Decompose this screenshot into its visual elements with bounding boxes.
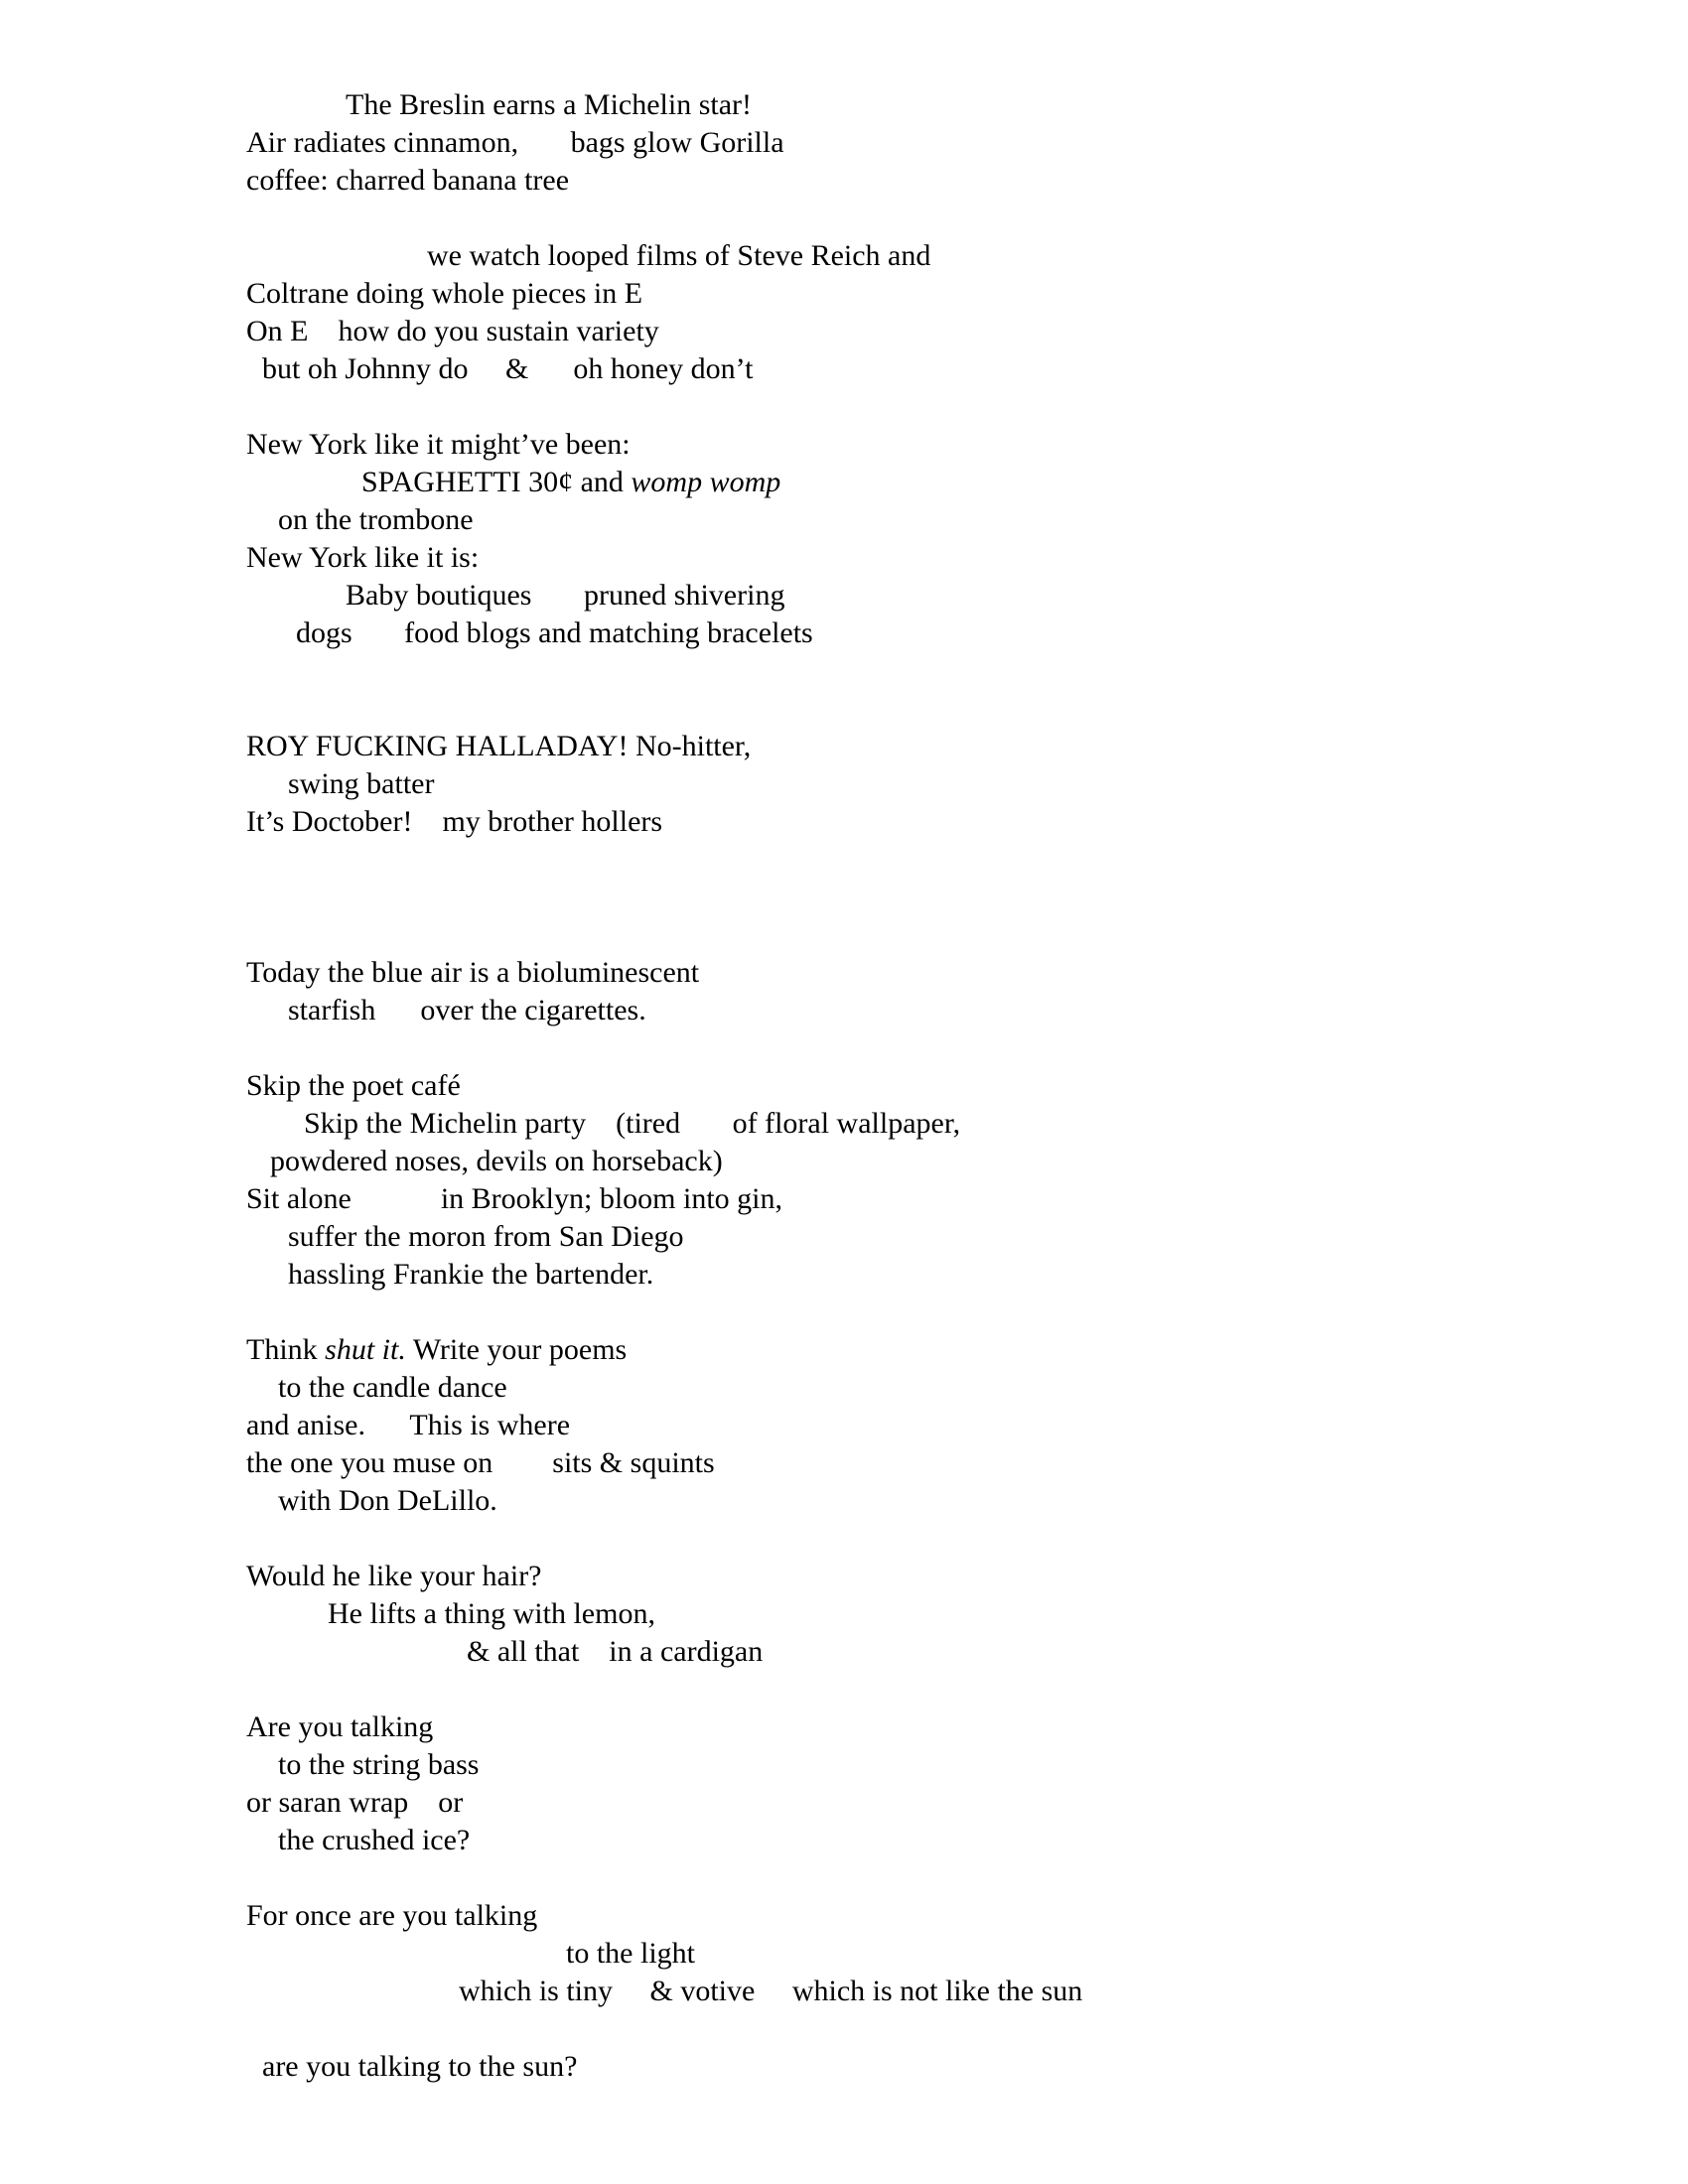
poem-line: Skip the Michelin party (tired of floral wallpaper, [304,1107,961,1140]
poem-line: For once are you talking [246,1899,538,1932]
poem-line: Coltrane doing whole pieces in E [246,277,643,310]
poem-line: but oh Johnny do & oh honey don’t [262,352,754,385]
poem-line: Skip the poet café [246,1069,461,1102]
poem-line: Are you talking [246,1710,434,1743]
poem-line: on the trombone [278,503,474,536]
poem-line: to the light [566,1937,695,1970]
poem-line: On E how do you sustain variety [246,315,659,347]
poem-line: and anise. This is where [246,1409,571,1441]
poem-line: with Don DeLillo. [278,1484,497,1517]
poem-line: coffee: charred banana tree [246,164,570,197]
poem-line: hassling Frankie the bartender. [288,1258,654,1291]
poem-line: Sit alone in Brooklyn; bloom into gin, [246,1182,782,1215]
poem-text: SPAGHETTI 30¢ and [361,466,632,498]
poem-line: New York like it is: [246,541,480,574]
poem-line [246,1332,627,1368]
poem-line: suffer the moron from San Diego [288,1220,684,1253]
poem-line: we watch looped films of Steve Reich and [427,239,931,272]
poem-italic-text: shut it. [325,1333,406,1366]
poem-line: powdered noses, devils on horseback) [270,1145,723,1177]
poem-line: which is tiny & votive which is not like the sun [459,1975,1083,2007]
poem-line: swing batter [288,767,435,800]
poem-text: Write your poems [405,1333,628,1366]
poem-line: dogs food blogs and matching bracelets [296,616,813,649]
poem-line: the crushed ice? [278,1824,471,1856]
poem-line: He lifts a thing with lemon, [328,1597,655,1630]
poem-line: the one you muse on sits & squints [246,1446,715,1479]
poem-line: & all that in a cardigan [467,1635,764,1668]
poem-line: starfish over the cigarettes. [288,994,646,1026]
poem-line: or saran wrap or [246,1786,464,1819]
poem-line: Today the blue air is a bioluminescent [246,956,700,989]
poem-line: Air radiates cinnamon, bags glow Gorilla [246,126,784,159]
poem-line: The Breslin earns a Michelin star! [346,88,753,121]
poem-line: are you talking to the sun? [262,2050,578,2083]
poem-text: Think [246,1333,326,1366]
poem-line [361,465,780,500]
poem-line: New York like it might’ve been: [246,428,631,461]
poem-line: Baby boutiques pruned shivering [346,579,785,612]
poem-italic-text: womp womp [631,466,781,498]
poem-line: It’s Doctober! my brother hollers [246,805,663,838]
poem-line: Would he like your hair? [246,1560,542,1592]
poem-line: to the candle dance [278,1371,507,1404]
poem-line: to the string bass [278,1748,480,1781]
poem-line: ROY FUCKING HALLADAY! No-hitter, [246,730,752,762]
